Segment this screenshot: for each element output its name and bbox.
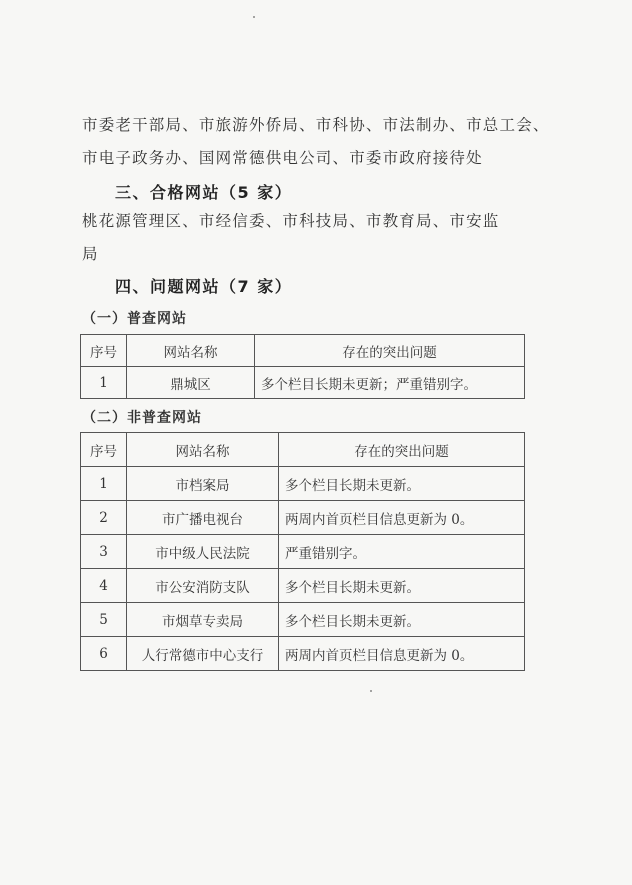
paragraph-line: 市电子政务办、国网常德供电公司、市委市政府接待处: [82, 149, 483, 167]
row-index: 1: [81, 467, 127, 501]
header-cell: 存在的突出问题: [255, 335, 525, 367]
table-caption-non-survey: （二）非普查网站: [82, 410, 202, 426]
non-survey-sites-table: [80, 432, 525, 671]
row-index: 4: [81, 569, 127, 603]
issue-text: 严重错别字。: [279, 535, 525, 569]
table-row: [81, 603, 525, 637]
row-index: 3: [81, 535, 127, 569]
header-cell: 存在的突出问题: [279, 433, 525, 467]
header-cell: 网站名称: [127, 335, 255, 367]
header-cell: 序号: [81, 433, 127, 467]
scan-speck: [370, 690, 372, 692]
row-index: 1: [81, 367, 127, 399]
table-row: [81, 467, 525, 501]
row-index: 6: [81, 637, 127, 671]
scan-speck: [253, 16, 255, 18]
row-index: 5: [81, 603, 127, 637]
table-caption-survey: （一）普查网站: [82, 311, 187, 327]
header-cell: 序号: [81, 335, 127, 367]
section-heading-problem: 四、问题网站（7 家）: [115, 277, 293, 296]
issue-text: 多个栏目长期未更新。: [279, 603, 525, 637]
site-name: 鼎城区: [127, 367, 255, 399]
site-name: 市广播电视台: [127, 501, 279, 535]
issue-text: 两周内首页栏目信息更新为 0。: [279, 637, 525, 671]
issue-text: 两周内首页栏目信息更新为 0。: [279, 501, 525, 535]
paragraph-line: 桃花源管理区、市经信委、市科技局、市教育局、市安监: [82, 212, 500, 230]
site-name: 市烟草专卖局: [127, 603, 279, 637]
table-header-row: [81, 433, 525, 467]
section-heading-qualified: 三、合格网站（5 家）: [115, 183, 293, 202]
paragraph-line: 局: [82, 245, 99, 263]
site-name: 人行常德市中心支行: [127, 637, 279, 671]
issue-text: 多个栏目长期未更新。: [279, 569, 525, 603]
row-index: 2: [81, 501, 127, 535]
table-header-row: [81, 335, 525, 367]
site-name: 市公安消防支队: [127, 569, 279, 603]
table-row: [81, 569, 525, 603]
table-row: [81, 637, 525, 671]
site-name: 市档案局: [127, 467, 279, 501]
table-row: [81, 535, 525, 569]
table-row: [81, 367, 525, 399]
site-name: 市中级人民法院: [127, 535, 279, 569]
paragraph-line: 市委老干部局、市旅游外侨局、市科协、市法制办、市总工会、: [82, 116, 550, 134]
issue-text: 多个栏目长期未更新；严重错别字。: [255, 367, 525, 399]
table-row: [81, 501, 525, 535]
issue-text: 多个栏目长期未更新。: [279, 467, 525, 501]
header-cell: 网站名称: [127, 433, 279, 467]
survey-sites-table: [80, 334, 525, 399]
